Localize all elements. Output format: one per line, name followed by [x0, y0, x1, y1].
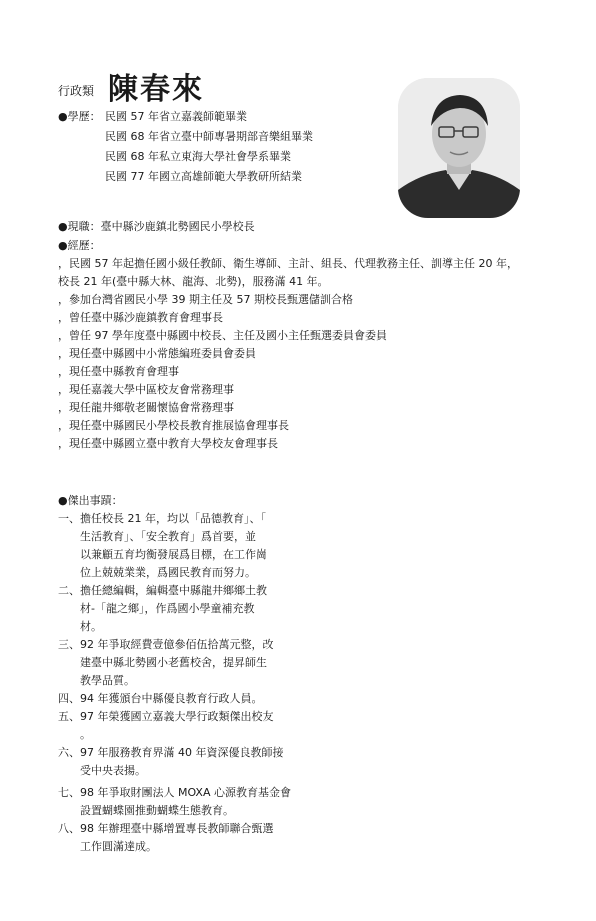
achievement-line: 二、擔任總編輯，編輯臺中縣龍井鄉鄉土教: [58, 584, 267, 597]
experience-line: ，民國 57 年起擔任國小級任教師、衛生導師、主計、組長、代理教務主任、訓導主任 20 年，: [58, 257, 518, 270]
achievement-line: 一、擔任校長 21 年，均以「品德教育」、「: [58, 512, 266, 525]
person-name: 陳春來: [108, 72, 204, 107]
experience-line: ，參加台灣省國民小學 39 期主任及 57 期校長甄選儲訓合格: [58, 293, 353, 306]
achievement-line: 工作圓滿達成。: [80, 840, 157, 853]
achievement-line: 六、97 年服務教育界滿 40 年資深優良教師接: [58, 746, 284, 759]
achievement-line: 建臺中縣北勢國小老舊校舍，提昇師生: [80, 656, 267, 669]
achievement-line: 八、98 年辦理臺中縣增置專長教師聯合甄選: [58, 822, 274, 835]
portrait-photo: [398, 78, 520, 218]
experience-line: ，現任臺中縣國民小學校長教育推展協會理事長: [58, 419, 289, 432]
experience-line: ，現任臺中縣教育會理事: [58, 365, 179, 378]
current-position: ●現職：臺中縣沙鹿鎮北勢國民小學校長: [58, 220, 255, 233]
experience-line: ，現任龍井鄉敬老關懷協會常務理事: [58, 401, 234, 414]
achievement-line: 四、94 年獲頒台中縣優良教育行政人員。: [58, 692, 263, 705]
achievement-line: 三、92 年爭取經費壹億參佰伍拾萬元整，改: [58, 638, 274, 651]
achievement-line: 。: [80, 728, 91, 741]
education-item: 民國 77 年國立高雄師範大學教研所結業: [105, 170, 302, 183]
achievement-line: 生活教育」、「安全教育」爲首要，並: [80, 530, 256, 543]
experience-line: ，曾任臺中縣沙鹿鎮教育會理事長: [58, 311, 223, 324]
achievement-line: 設置蝴蝶園推動蝴蝶生態教育。: [80, 804, 234, 817]
achievement-line: 教學品質。: [80, 674, 135, 687]
achievement-line: 七、98 年爭取財團法人 MOXA 心源教育基金會: [58, 786, 291, 799]
education-item: 民國 68 年私立東海大學社會學系畢業: [105, 150, 291, 163]
achievement-line: 五、97 年榮獲國立嘉義大學行政類傑出校友: [58, 710, 274, 723]
experience-heading: ●經歷：: [58, 239, 101, 252]
achievement-line: 受中央表揚。: [80, 764, 146, 777]
experience-line: 校長 21 年(臺中縣大林、龍海、北勢)，服務滿 41 年。: [58, 275, 329, 288]
achievements-heading: ●傑出事蹟：: [58, 494, 123, 507]
experience-line: ，現任嘉義大學中區校友會常務理事: [58, 383, 234, 396]
experience-line: ，曾任 97 學年度臺中縣國中校長、主任及國小主任甄選委員會委員: [58, 329, 387, 342]
education-heading: ●學歷：: [58, 110, 101, 123]
achievement-line: 材-「龍之鄉」，作爲國小學童補充教: [80, 602, 255, 615]
achievement-line: 以兼顧五育均衡發展爲目標，在工作崗: [80, 548, 267, 561]
portrait-image: [398, 78, 520, 218]
experience-line: ，現任臺中縣國立臺中教育大學校友會理事長: [58, 437, 278, 450]
category-label: 行政類: [58, 84, 95, 98]
achievement-line: 材。: [80, 620, 102, 633]
experience-line: ，現任臺中縣國中小常態編班委員會委員: [58, 347, 256, 360]
achievement-line: 位上兢兢業業，爲國民教育而努力。: [80, 566, 256, 579]
education-item: 民國 68 年省立臺中師專暑期部音樂組畢業: [105, 130, 313, 143]
education-item: 民國 57 年省立嘉義師範畢業: [105, 110, 247, 123]
